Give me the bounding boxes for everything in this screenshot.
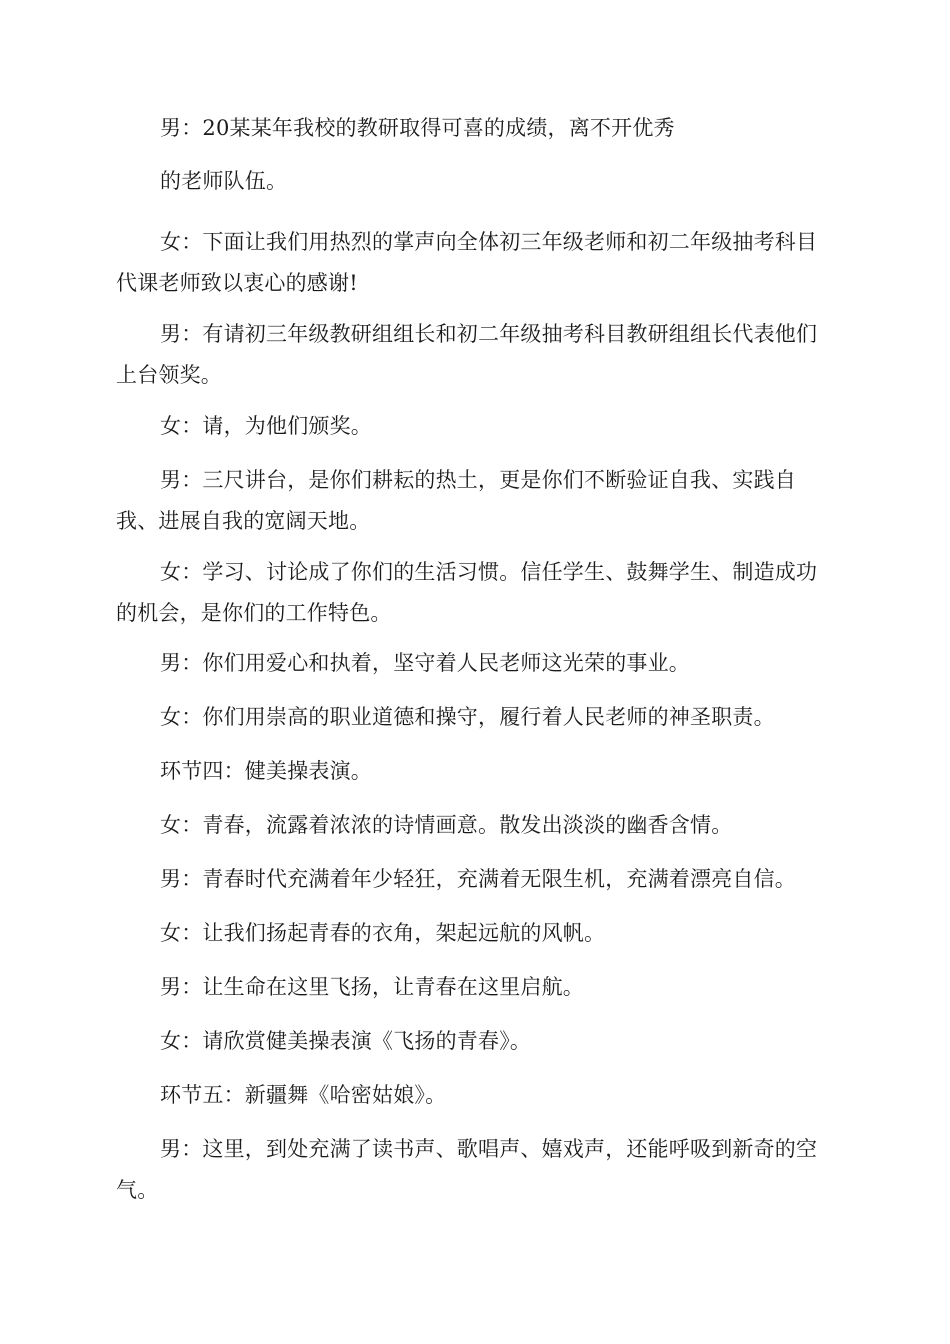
paragraph-12: 男：青春时代充满着年少轻狂，充满着无限生机，充满着漂亮自信。 — [160, 867, 796, 891]
paragraph-5: 女：请，为他们颁奖。 — [160, 414, 372, 438]
paragraph-7: 女：学习、讨论成了你们的生活习惯。信任学生、鼓舞学生、制造成功的机会，是你们的工作特色。 — [116, 560, 818, 625]
paragraph-2: 的老师队伍。 — [160, 169, 288, 193]
paragraph-13: 女：让我们扬起青春的衣角，架起远航的风帆。 — [160, 921, 606, 945]
paragraph-15: 女：请欣赏健美操表演《飞扬的青春》。 — [160, 1029, 532, 1053]
paragraph-4: 男：有请初三年级教研组组长和初二年级抽考科目教研组组长代表他们上台领奖。 — [116, 322, 818, 387]
paragraph-17: 男：这里，到处充满了读书声、歌唱声、嬉戏声，还能呼吸到新奇的空气。 — [116, 1137, 818, 1202]
paragraph-8: 男：你们用爱心和执着，坚守着人民老师这光荣的事业。 — [160, 651, 690, 675]
section-heading-4: 环节四：健美操表演。 — [160, 759, 372, 783]
paragraph-9: 女：你们用崇高的职业道德和操守，履行着人民老师的神圣职责。 — [160, 705, 775, 729]
paragraph-11: 女：青春，流露着浓浓的诗情画意。散发出淡淡的幽香含情。 — [160, 813, 733, 837]
paragraph-6: 男：三尺讲台，是你们耕耘的热土，更是你们不断验证自我、实践自我、进展自我的宽阔天地。 — [116, 468, 796, 533]
paragraph-14: 男：让生命在这里飞扬，让青春在这里启航。 — [160, 975, 584, 999]
paragraph-3: 女：下面让我们用热烈的掌声向全体初三年级老师和初二年级抽考科目代课老师致以衷心的感谢! — [116, 230, 818, 295]
section-heading-5: 环节五：新疆舞《哈密姑娘》。 — [160, 1083, 447, 1107]
paragraph-1: 男：20某某年我校的教研取得可喜的成绩，离不开优秀 — [160, 116, 675, 140]
